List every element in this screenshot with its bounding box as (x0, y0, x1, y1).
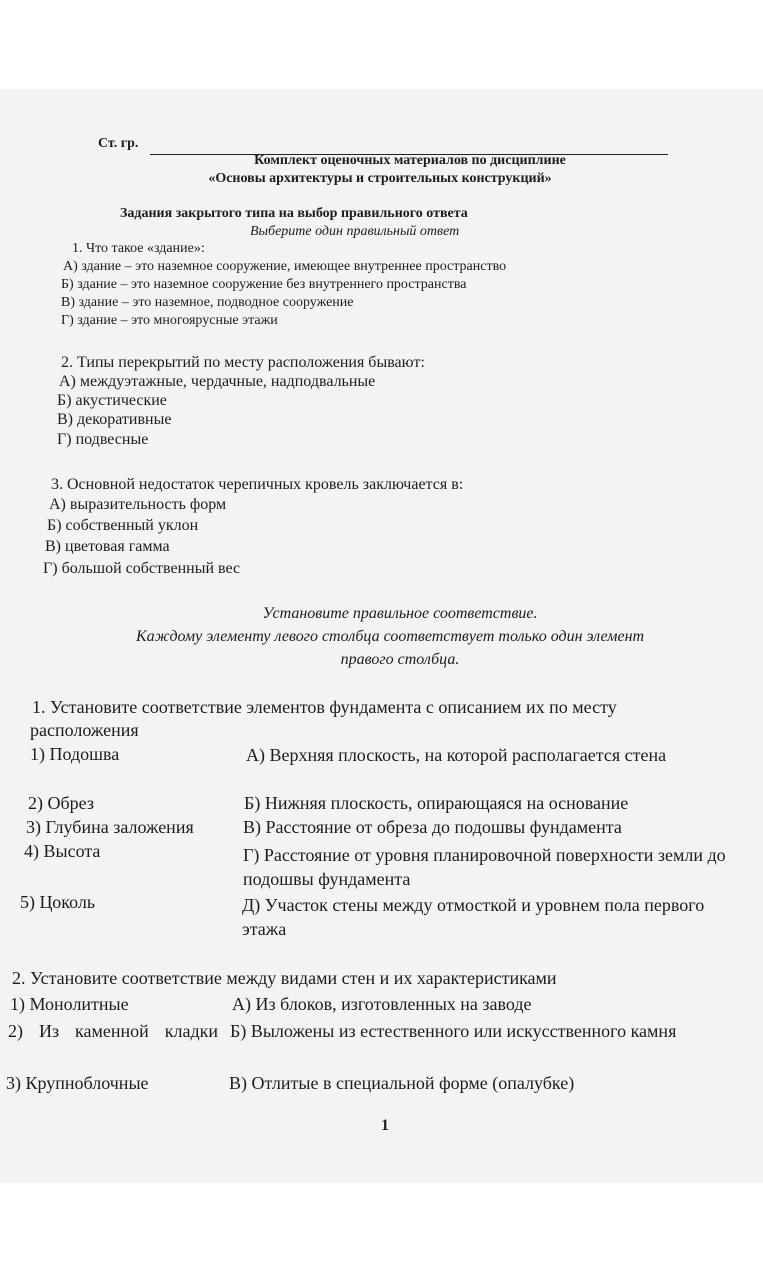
task1-question-line1: 1. Установите соответствие элементов фундамента с описанием их по месту (32, 697, 617, 717)
task1-left-1: 1) Подошва (30, 744, 120, 764)
task1-left-2: 2) Обрез (28, 793, 94, 813)
doc-title-line1: Комплект оценочных материалов по дисциплине (254, 153, 566, 168)
closed-section-instruction: Выберите один правильный ответ (250, 224, 460, 239)
task1-right-b: Б) Нижняя плоскость, опирающаяся на основание (244, 793, 629, 813)
option-2a: А) междуэтажные, чердачные, надподвальные (59, 373, 376, 390)
question-3: 3. Основной недостаток черепичных кровель заключается в: (51, 476, 464, 493)
question-1: 1. Что такое «здание»: (72, 241, 205, 256)
task2-left-3: 3) Крупноблочные (6, 1073, 149, 1093)
matching-instruction-line2: Каждому элементу левого столбца соответствует только один элемент (135, 628, 645, 645)
option-1a: А) здание – это наземное сооружение, имеющее внутреннее пространство (63, 259, 507, 274)
option-1c: В) здание – это наземное, подводное сооружение (61, 295, 354, 310)
group-label: Ст. гр. (98, 136, 139, 151)
task2-left-1: 1) Монолитные (10, 994, 129, 1014)
closed-section-title: Задания закрытого типа на выбор правильного ответа (120, 206, 468, 221)
doc-title-line2: «Основы архитектуры и строительных конструкций» (208, 171, 552, 186)
matching-instruction-line3: правого столбца. (340, 651, 460, 668)
task1-question-line2: расположения (30, 720, 139, 740)
option-3a: А) выразительность форм (49, 496, 227, 513)
question-2: 2. Типы перекрытий по месту расположения бывают: (61, 354, 425, 371)
task1-right-d: Г) Расстояние от уровня планировочной поверхности земли до подошвы фундамента (243, 845, 726, 889)
option-2c: В) декоративные (57, 411, 172, 428)
task1-right-e: Д) Участок стены между отмосткой и уровнем пола первого этажа (242, 895, 705, 939)
option-1b: Б) здание – это наземное сооружение без внутреннего пространства (61, 277, 467, 292)
task2-right-c: В) Отлитые в специальной форме (опалубке) (229, 1073, 575, 1093)
option-3d: Г) большой собственный вес (43, 560, 241, 577)
matching-instruction-line1: Установите правильное соответствие. (262, 605, 538, 622)
option-3b: Б) собственный уклон (47, 517, 199, 534)
task1-left-5: 5) Цоколь (20, 892, 96, 912)
option-2b: Б) акустические (57, 392, 167, 409)
task2-question: 2. Установите соответствие между видами стен и их характеристиками (12, 968, 557, 988)
task2-right-b: Б) Выложены из естественного или искусственного камня (230, 1021, 677, 1041)
task1-left-4: 4) Высота (24, 841, 101, 861)
task1-right-a: А) Верхняя плоскость, на которой располагается стена (246, 745, 667, 765)
task1-right-c: В) Расстояние от обреза до подошвы фундамента (243, 817, 622, 837)
task2-right-a: А) Из блоков, изготовленных на заводе (232, 994, 532, 1014)
option-2d: Г) подвесные (57, 431, 149, 448)
page-number: 1 (381, 1117, 389, 1134)
option-3c: В) цветовая гамма (45, 538, 170, 555)
task1-left-3: 3) Глубина заложения (26, 817, 194, 837)
option-1d: Г) здание – это многоярусные этажи (61, 313, 278, 328)
task2-left-2: 2) Из каменной кладки (8, 1021, 218, 1041)
